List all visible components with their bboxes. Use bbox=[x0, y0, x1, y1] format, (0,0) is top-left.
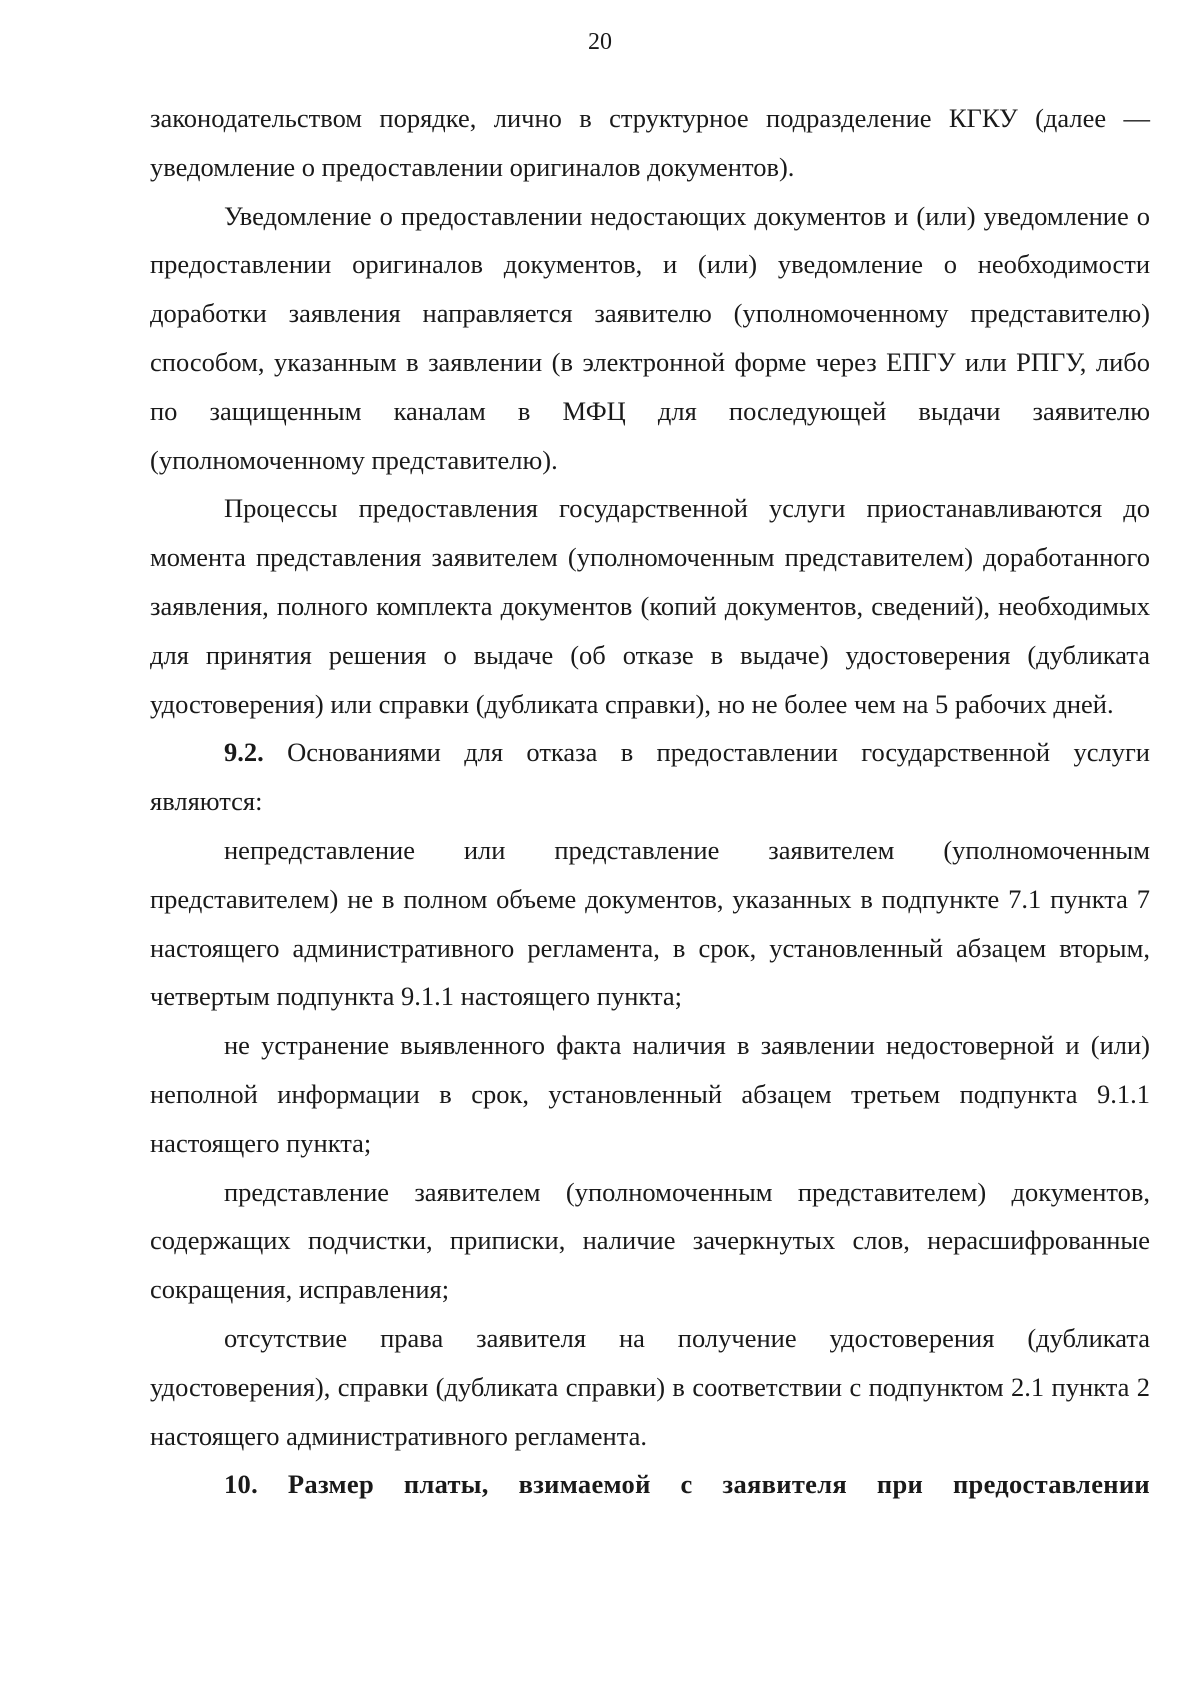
paragraph-notification-delivery: Уведомление о предоставлении недостающих документов и (или) уведомление о предоставлении оригиналов документов, и (или) уведомление о необходимости доработки заявления направляется заявителю (уполномоченному представителю) способом, указанным в заявлении (в электронной форме через ЕПГУ или РПГУ, либо по защищенным каналам в МФЦ для последующей выдачи заявителю (уполномоченному представителю). bbox=[150, 200, 1150, 475]
document-body bbox=[150, 94, 1150, 1509]
clause-9-2-number: 9.2. bbox=[224, 737, 264, 768]
refusal-ground-item: отсутствие права заявителя на получение удостоверения (дубликата удостоверения), справки (дубликата справки) в соответствии с подпунктом 2.1 пункта 2 настоящего административного регламента. bbox=[150, 1322, 1150, 1451]
clause-9-2 bbox=[150, 728, 1150, 826]
refusal-ground-item: представление заявителем (уполномоченным представителем) документов, содержащих подчистки, приписки, наличие зачеркнутых слов, нерасшифрованные сокращения, исправления; bbox=[150, 1176, 1150, 1305]
refusal-ground-item: не устранение выявленного факта наличия в заявлении недостоверной и (или) неполной информации в срок, установленный абзацем третьем подпункта 9.1.1 настоящего пункта; bbox=[150, 1030, 1150, 1158]
paragraph-suspension: Процессы предоставления государственной услуги приостанавливаются до момента представления заявителем (уполномоченным представителем) доработанного заявления, полного комплекта документов (копий документов, сведений), необходимых для принятия решения о выдаче (об отказе в выдаче) удостоверения (дубликата удостоверения) или справки (дубликата справки), но не более чем на 5 рабочих дней. bbox=[150, 493, 1150, 719]
clause-9-2-text: Основаниями для отказа в предоставлении государственной услуги являются: bbox=[150, 737, 1150, 817]
page-number: 20 bbox=[588, 29, 612, 55]
refusal-ground-item: непредставление или представление заявителем (уполномоченным представителем) не в полном объеме документов, указанных в подпункте 7.1 пункта 7 настоящего административного регламента, в срок, установленный абзацем вторым, четвертым подпункта 9.1.1 настоящего пункта; bbox=[150, 834, 1150, 1012]
paragraph-continuation: законодательством порядке, лично в структурное подразделение КГКУ (далее — уведомление о предоставлении оригиналов документов). bbox=[150, 103, 1150, 182]
section-10-heading: 10. Размер платы, взимаемой с заявителя при предоставлении bbox=[224, 1469, 1150, 1500]
